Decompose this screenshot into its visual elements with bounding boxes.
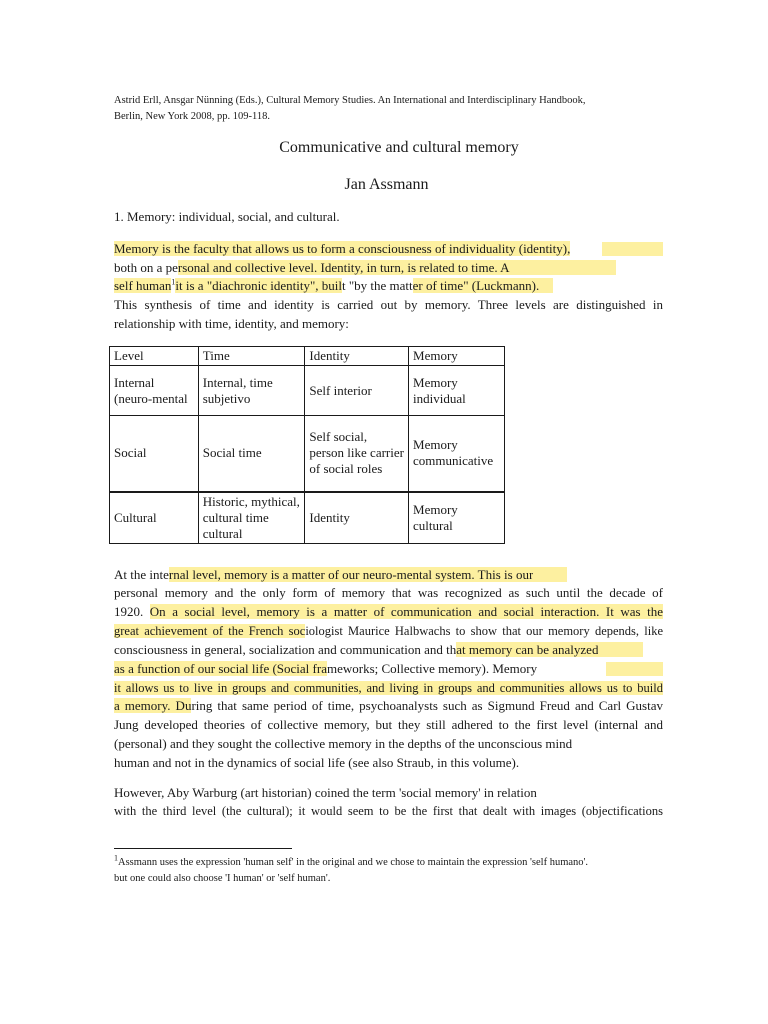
highlight-tail xyxy=(598,642,643,657)
table-row xyxy=(110,416,505,492)
paragraph-line: personal memory and the only form of memory that was recognized as such until the decade of xyxy=(114,585,663,600)
table-cell: Social time xyxy=(198,416,305,492)
table-header-cell: Level xyxy=(110,347,199,366)
text-span: both on a pe xyxy=(114,260,178,275)
table-cell: Memory communicative xyxy=(409,416,505,492)
paragraph-line xyxy=(114,679,663,697)
paragraph-line xyxy=(114,259,616,277)
paragraph-line: with the third level (the cultural); it would seem to be the first that dealt with images (objectifications xyxy=(114,804,663,818)
table-cell: Self social, person like carrier of social roles xyxy=(305,416,409,492)
text-span: t "by the matt xyxy=(342,278,413,293)
citation-line: Berlin, New York 2008, pp. 109-118. xyxy=(114,111,270,122)
highlighted-text: at memory can be analyzed xyxy=(456,642,599,657)
highlight-tail xyxy=(539,278,553,293)
paragraph-line xyxy=(114,622,663,640)
paragraph-line: This synthesis of time and identity is carried out by memory. Three levels are distinguished in xyxy=(114,297,663,312)
table-cell: Social xyxy=(110,416,199,492)
paragraph-line: human and not in the dynamics of social life (see also Straub, in this volume). xyxy=(114,755,520,770)
footnote-marker: 1 xyxy=(114,853,118,863)
paragraph-line xyxy=(114,641,643,659)
table-cell: Cultural xyxy=(110,492,199,544)
highlighted-text: Memory is the faculty that allows us to form a consciousness of individuality (identity), xyxy=(114,241,571,256)
paragraph-line xyxy=(114,603,663,621)
paragraph-line xyxy=(114,566,567,584)
text-span: ring that same period of time, psychoanalysts such as Sigmund Freud and Carl Gustav xyxy=(191,698,663,713)
highlight-tail xyxy=(533,567,567,582)
highlight-mark xyxy=(602,242,663,256)
table-header-cell: Memory xyxy=(409,347,505,366)
citation xyxy=(114,93,586,125)
table-cell: Internal, time subjetivo xyxy=(198,366,305,416)
table-cell: Memory cultural xyxy=(409,492,505,544)
paragraph-line: (personal) and they sought the collective memory in the depths of the unconscious mind xyxy=(114,736,573,751)
highlighted-text: it is a "diachronic identity", buil xyxy=(175,278,342,293)
highlighted-text: self human xyxy=(114,278,172,293)
table-cell: Self interior xyxy=(305,366,409,416)
paragraph-line: However, Aby Warburg (art historian) coined the term 'social memory' in relation xyxy=(114,785,537,800)
paragraph-line xyxy=(114,277,553,295)
highlighted-text: it allows us to live in groups and communities, and living in groups and communities allows us to build xyxy=(114,681,663,695)
table-cell: Identity xyxy=(305,492,409,544)
author-name: Jan Assmann xyxy=(344,176,429,193)
table-row xyxy=(110,492,505,544)
text-span: consciousness in general, socialization and communication and th xyxy=(114,642,457,657)
highlighted-text: as a function of our social life (Social fra xyxy=(114,661,327,676)
table-header-cell: Identity xyxy=(305,347,409,366)
highlighted-text: a memory. Du xyxy=(114,698,192,713)
table-cell: Internal (neuro-mental xyxy=(110,366,199,416)
highlighted-text: great achievement of the French soc xyxy=(114,624,306,638)
highlight-mark xyxy=(606,662,663,676)
paragraph-line: Jung developed theories of collective memory, but they still adhered to the first level (internal and xyxy=(114,717,663,732)
paragraph-line xyxy=(114,697,663,715)
highlighted-text: rnal level, memory is a matter of our neuro-mental system. This is our xyxy=(168,567,534,582)
table-cell: Memory individual xyxy=(409,366,505,416)
memory-levels-table xyxy=(109,346,505,544)
footnote: but one could also choose 'I human' or 'self human'. xyxy=(114,873,331,884)
paragraph-line xyxy=(114,660,537,678)
paragraph-line: relationship with time, identity, and memory: xyxy=(114,316,349,331)
text-span: iologist Maurice Halbwachs to show that our memory depends, like xyxy=(305,624,663,638)
highlighted-text: rsonal and collective level. Identity, in turn, is related to time. A xyxy=(177,260,510,275)
footnote-text: Assmann uses the expression 'human self' in the original and we chose to maintain the expression 'self humano'. xyxy=(118,857,589,868)
paragraph-line xyxy=(114,240,570,258)
highlighted-text: er of time" (Luckmann). xyxy=(412,278,540,293)
text-span: 1920. xyxy=(114,604,150,619)
highlight-tail xyxy=(510,260,616,275)
table-row xyxy=(110,366,505,416)
footnote-ref[interactable]: 1 xyxy=(171,277,176,287)
citation-line: Astrid Erll, Ansgar Nünning (Eds.), Cultural Memory Studies. An International and Interdisciplinary Handbook, xyxy=(114,95,586,106)
text-span: At the inte xyxy=(114,567,169,582)
text-span: meworks; Collective memory). Memory xyxy=(326,661,538,676)
section-heading: 1. Memory: individual, social, and cultural. xyxy=(114,209,340,224)
table-header-cell: Time xyxy=(198,347,305,366)
table-cell: Historic, mythical, cultural time cultural xyxy=(198,492,305,544)
footnote-rule xyxy=(114,848,292,849)
table-header-row xyxy=(110,347,505,366)
footnote xyxy=(114,855,588,871)
highlighted-text: On a social level, memory is a matter of communication and social interaction. It was the xyxy=(149,604,663,619)
page-title: Communicative and cultural memory xyxy=(279,139,519,156)
